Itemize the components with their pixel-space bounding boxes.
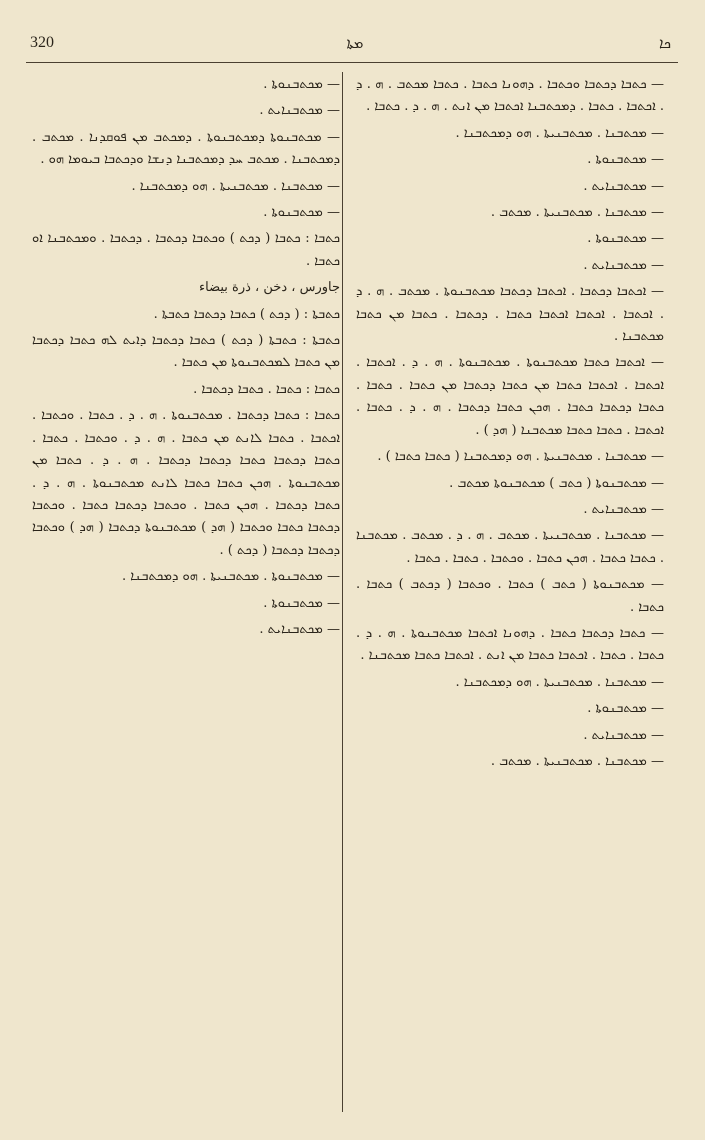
dictionary-entry: — ܡܟܬܒܢܐ . ܡܟܬܒܢܝܬܐ . ܗܘ ܕܡܟܬܒܢܐ . xyxy=(131,178,340,194)
right-column xyxy=(356,70,664,1120)
dictionary-entry: — ܡܟܬܒܢܘܬܐ . ܡܟܬܒܢܝܬܐ . ܗܘ ܕܡܟܬܒܢܐ . xyxy=(121,569,340,585)
dictionary-entry: — ܡܟܬܒܢܘܬܐ ( ܟܬܒ ) ܟܬܒܐ . ܘܟܬܒܐ ( ܕܟܬܒ ) ܟܬܒܐ . ܟܬܒܐ . xyxy=(356,577,664,615)
dictionary-entry: ܟܬܒܐ : ܟܬܒܐ ( ܕܟܬ ) ܘܟܬܒܐ ܕܟܬܒܐ . ܕܟܬܒܐ . ܘܡܟܬܒܢܐ ܐܘ ܟܬܒܐ . xyxy=(32,231,340,269)
dictionary-entry: — ܡܟܬܒܢܐ . ܡܟܬܒܢܝܬܐ . ܡܟܬܒ . xyxy=(490,753,664,769)
dictionary-entry: — ܡܟܬܒܢܐ . ܡܟܬܒܢܝܬܐ . ܗܘ ܕܡܟܬܒܢܐ . xyxy=(455,125,664,141)
dictionary-entry: جاورس ، دخن ، ذرة بيضاء xyxy=(199,280,340,296)
dictionary-entry: ܟܬܒܬܐ : ( ܕܟܬ ) ܟܬܒܐ ܕܟܬܒܐ ܟܬܒܬܐ . xyxy=(153,306,340,322)
dictionary-entry: — ܡܟܬܒܢܐ . ܡܟܬܒܢܝܬܐ . ܡܟܬܒ . xyxy=(490,205,664,221)
dictionary-entry: — ܡܟܬܒܢܐ . ܡܟܬܒܢܝܬܐ . ܗܘ ܕܡܟܬܒܢܐ ( ܟܬܒܐ ܟܬܒܐ ) . xyxy=(377,449,664,465)
dictionary-entry: — ܡܟܬܒܢܘܬܐ ܕܡܟܬܒܢܘܬܐ . ܕܡܟܬܒ ܡܢ ܦܘܩܕܢܐ . ܡܟܬܒ . ܕܡܟܬܒܢܐ . ܡܟܬܒ ܚܕ ܕܡܟܬܒܢܐ ܕܢܫܐ ܘܕܟܬܒܐ ܒܝܘܡܐ ܗܘ . xyxy=(32,129,340,168)
dictionary-entry: — ܡܟܬܒܢܘܬܐ . xyxy=(263,77,340,92)
running-title: ܡܬܐ xyxy=(346,34,364,52)
dictionary-entry: — ܐܟܬܒܐ ܕܟܬܒܐ . ܐܟܬܒܐ ܕܟܬܒܐ ܡܟܬܒܢܘܬܐ . ܡܟܬܒ . ܗ . ܕ . ܐܟܬܒܐ . ܐܟܬܒܐ ܐܟܬܒܐ ܟܬܒܐ . ܕܟܬܒܐ . ܟܬܒܐ ܡܢ ܟܬܒܐ ܡܟܬܒܢܐ . xyxy=(356,284,664,345)
page-number: 320 xyxy=(30,34,54,51)
dictionary-entry: ܟܬܒܐ : ܟܬܒܐ ܕܟܬܒܐ . ܡܟܬܒܢܘܬܐ . ܗ . ܕ . ܟܬܒܐ . ܘܟܬܒܐ . ܐܟܬܒܐ . ܟܬܒܐ ܠܐܢܬ ܡܢ ܟܬܒܐ . ܗ . ܕ . ܘܟܬܒܐ . ܟܬܒܐ . ܟܬܒܐ ܕܟܬܒܐ ܟܬܒܐ ܕܟܬܒܐ ܕܟܬܒܐ . ܗ . ܕ . ܟܬܒܐ ܡܢ ܡܟܬܒܢܘܬܐ . ܗܟܢ ܟܬܒܐ ܟܬܒܐ ܠܐܢܬ ܡܟܬܒܢܘܬܐ . ܗ . ܕ . ܟܬܒܐ ܕܟܬܒܐ . ܗܟܢ ܟܬܒܐ . ܘܟܬܒܐ ܕܟܬܒܐ ܟܬܒܐ . ܘܟܬܒܐ ܕܟܬܒܐ ܟܬܒܐ ܘܟܬܒܐ ( ܗܕ ) ܡܟܬܒܢܘܬܐ ܕܟܬܒܐ ( ܗܕ ) ܘܟܬܒܐ ܕܟܬܒܐ ܕܟܬܒܐ ( ܕܟܬ ) . xyxy=(32,408,340,558)
dictionary-entry: — ܡܟܬܒܢܘܬܐ ( ܟܬܒ ) ܡܟܬܒܢܘܬܐ ܡܟܬܒ . xyxy=(449,475,664,491)
dictionary-entry: — ܐܟܬܒܐ ܟܬܒܐ ܡܟܬܒܢܘܬܐ . ܡܟܬܒܢܘܬܐ . ܗ . ܕ . ܐܟܬܒܐ . ܐܟܬܒܐ . ܐܟܬܒܐ ܟܬܒܐ ܡܢ ܟܬܒܐ ܕܟܬܒܐ ܡܢ ܟܬܒܐ . ܟܬܒܐ . ܟܬܒܐ ܕܟܬܒܐ ܟܬܒܐ . ܗܟܢ ܟܬܒܐ ܕܟܬܒܐ . ܗ . ܕ . ܟܬܒܐ . ܐܟܬܒܐ . ܟܬܒܐ ܟܬܒܐ ܡܟܬܒܢܐ ( ܗܕ ) . xyxy=(356,355,664,438)
dictionary-entry: — ܡܟܬܒܢܘܬܐ . xyxy=(263,205,340,221)
dictionary-entry: — ܡܟܬܒܢܘܬܐ . xyxy=(587,231,664,247)
dictionary-entry: — ܡܟܬܒܢܐ . ܡܟܬܒܢܝܬܐ . ܡܟܬܒ . ܗ . ܕ . ܡܟܬܒ . ܡܟܬܒܢܐ . ܟܬܒܐ ܟܬܒܐ . ܗܟܢ ܟܬܒܐ . ܘܟܬܒܐ . ܟܬܒܐ . ܟܬܒܐ . xyxy=(356,528,664,566)
dictionary-entry: — ܡܟܬܒܢܘܬܐ . xyxy=(587,701,664,717)
dictionary-entry: — ܡܟܬܒܢܐܝܬ . xyxy=(259,103,340,119)
dictionary-entry: — ܟܬܒܐ ܕܟܬܒܐ ܘܟܬܒܐ . ܕܗܘܢܐ ܟܬܒܐ . ܟܬܒܐ ܡܟܬܒ . ܗ . ܕ . ܐܟܬܒܐ . ܟܬܒܐ . ܕܡܟܬܒܢܐ ܐܟܬܒܐ ܡܢ ܐܢܬ . ܗ . ܕ . ܟܬܒܐ . xyxy=(356,77,664,115)
dictionary-entry: — ܡܟܬܒܢܐܝܬ . xyxy=(583,257,664,273)
dictionary-entry: — ܡܟܬܒܢܘܬܐ . xyxy=(263,595,340,611)
left-column xyxy=(32,70,340,1120)
dictionary-entry: — ܡܟܬܒܢܐܝܬ . xyxy=(583,178,664,194)
dictionary-entry: — ܡܟܬܒܢܐܝܬ . xyxy=(259,621,340,637)
header-rule xyxy=(26,62,678,63)
column-divider xyxy=(342,72,343,1112)
dictionary-entry: — ܡܟܬܒܢܐ . ܡܟܬܒܢܝܬܐ . ܗܘ ܕܡܟܬܒܢܐ . xyxy=(455,674,664,690)
dictionary-entry: ܟܬܒܐ : ܟܬܒܐ . ܟܬܒܐ ܕܟܬܒܐ . xyxy=(193,381,340,397)
dictionary-entry: ܟܬܒܬܐ : ܟܬܒܬܐ ( ܕܟܬ ) ܟܬܒܐ ܕܟܬܒܐ ܕܐܝܬ ܠܗ ܟܬܒܐ ܕܟܬܒܐ ܡܢ ܟܬܒܐ ܠܡܟܬܒܢܘܬܐ ܡܢ ܟܬܒܐ . xyxy=(32,333,340,371)
signature-mark: ܟܐ xyxy=(658,34,671,52)
dictionary-entry: — ܡܟܬܒܢܐܝܬ . xyxy=(583,501,664,517)
dictionary-entry: — ܟܬܒܐ ܕܟܬܒܐ ܟܬܒܐ . ܕܗܘܢܐ ܐܟܬܒܐ ܡܟܬܒܢܘܬܐ . ܗ . ܕ . ܟܬܒܐ . ܟܬܒܐ . ܐܟܬܒܐ ܟܬܒܐ ܡܢ ܐܢܬ . ܐܟܬܒܐ ܟܬܒܐ ܡܟܬܒܢܐ . xyxy=(356,625,664,664)
dictionary-entry: — ܡܟܬܒܢܐܝܬ . xyxy=(583,727,664,743)
dictionary-entry: — ܡܟܬܒܢܘܬܐ . xyxy=(587,152,664,168)
